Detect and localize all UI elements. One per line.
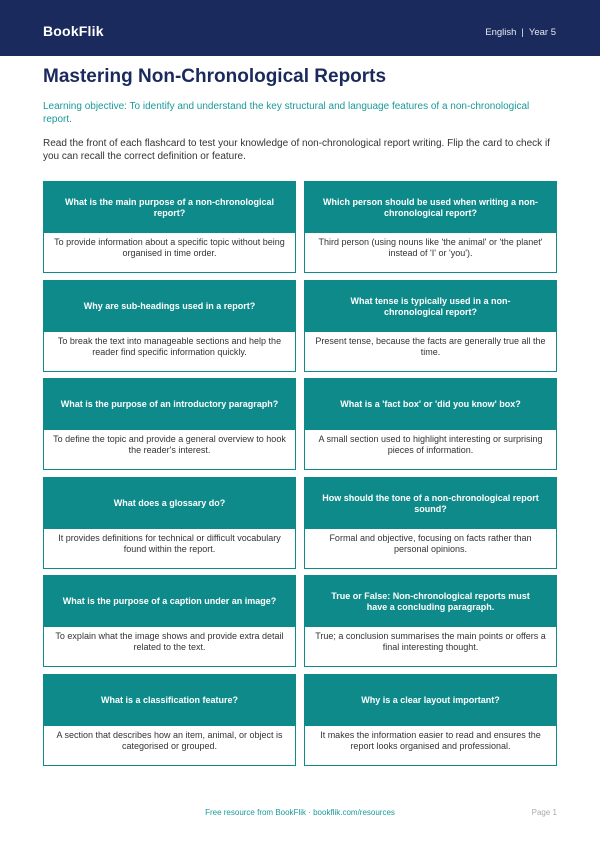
flashcard-question: What is the purpose of a caption under an image? <box>44 576 295 627</box>
separator: | <box>521 27 524 38</box>
flashcard-answer: It makes the information easier to read and ensures the report looks organised and professional. <box>320 730 541 751</box>
flashcard-answer: Formal and objective, focusing on facts rather than personal opinions. <box>329 533 532 554</box>
instructions: Read the front of each flashcard to test your knowledge of non-chronological report writing. Flip the card to check if you can recall the correct definition or feature. <box>43 138 550 162</box>
flashcard[interactable] <box>304 575 557 667</box>
flashcard[interactable] <box>43 181 296 273</box>
flashcard[interactable] <box>304 477 557 569</box>
flashcard-answer: To define the topic and provide a general overview to hook the reader's interest. <box>53 434 286 455</box>
year-label: Year 5 <box>528 27 556 38</box>
flashcard-question: True or False: Non-chronological reports must have a concluding paragraph. <box>305 576 556 627</box>
footer-text: Free resource from BookFlik · bookflik.com/resources <box>205 808 395 817</box>
flashcard-answer: A small section used to highlight interesting or surprising pieces of information. <box>318 434 543 455</box>
flashcard[interactable] <box>43 477 296 569</box>
flashcard[interactable] <box>304 181 557 273</box>
flashcard-answer: To provide information about a specific topic without being organised in time order. <box>54 237 285 258</box>
flashcard-answer: To break the text into manageable sections and help the reader find specific information quickly. <box>57 336 282 357</box>
flashcard[interactable] <box>304 674 557 766</box>
page-number: Page 1 <box>531 808 557 817</box>
flashcard-answer: True; a conclusion summarises the main points or offers a final interesting thought. <box>315 631 546 652</box>
header-bar <box>0 0 600 56</box>
flashcard[interactable] <box>43 674 296 766</box>
flashcard[interactable] <box>43 378 296 470</box>
flashcard-answer: Present tense, because the facts are generally true all the time. <box>315 336 546 357</box>
flashcard-question: How should the tone of a non-chronological report sound? <box>305 478 556 529</box>
flashcard[interactable] <box>43 280 296 372</box>
flashcard-question: Why is a clear layout important? <box>305 675 556 726</box>
flashcard-question: What does a glossary do? <box>44 478 295 529</box>
flashcard-answer: Third person (using nouns like 'the animal' or 'the planet' instead of 'I' or 'you'). <box>318 237 543 258</box>
subject-label <box>485 27 556 38</box>
flashcard[interactable] <box>304 378 557 470</box>
flashcard-question: What is a 'fact box' or 'did you know' box? <box>305 379 556 430</box>
brand-logo[interactable]: BookFlik <box>43 23 104 39</box>
flashcard-question: What is the purpose of an introductory paragraph? <box>44 379 295 430</box>
flashcard-question: What is the main purpose of a non-chronological report? <box>44 182 295 233</box>
flashcard[interactable] <box>43 575 296 667</box>
learning-objective: Learning objective: To identify and understand the key structural and language features of a non-chronological report. <box>43 101 530 125</box>
flashcard-answer: To explain what the image shows and provide extra detail related to the text. <box>55 631 284 652</box>
flashcard-answer: A section that describes how an item, animal, or object is categorised or grouped. <box>56 730 283 751</box>
flashcard-question: What is a classification feature? <box>44 675 295 726</box>
flashcard-question: What tense is typically used in a non-chronological report? <box>305 281 556 332</box>
flashcard-answer: It provides definitions for technical or difficult vocabulary found within the report. <box>58 533 281 554</box>
flashcard-question: Which person should be used when writing a non-chronological report? <box>305 182 556 233</box>
flashcard[interactable] <box>304 280 557 372</box>
page-title: Mastering Non-Chronological Reports <box>43 66 387 87</box>
flashcard-question: Why are sub-headings used in a report? <box>44 281 295 332</box>
subject-name: English <box>485 27 517 38</box>
